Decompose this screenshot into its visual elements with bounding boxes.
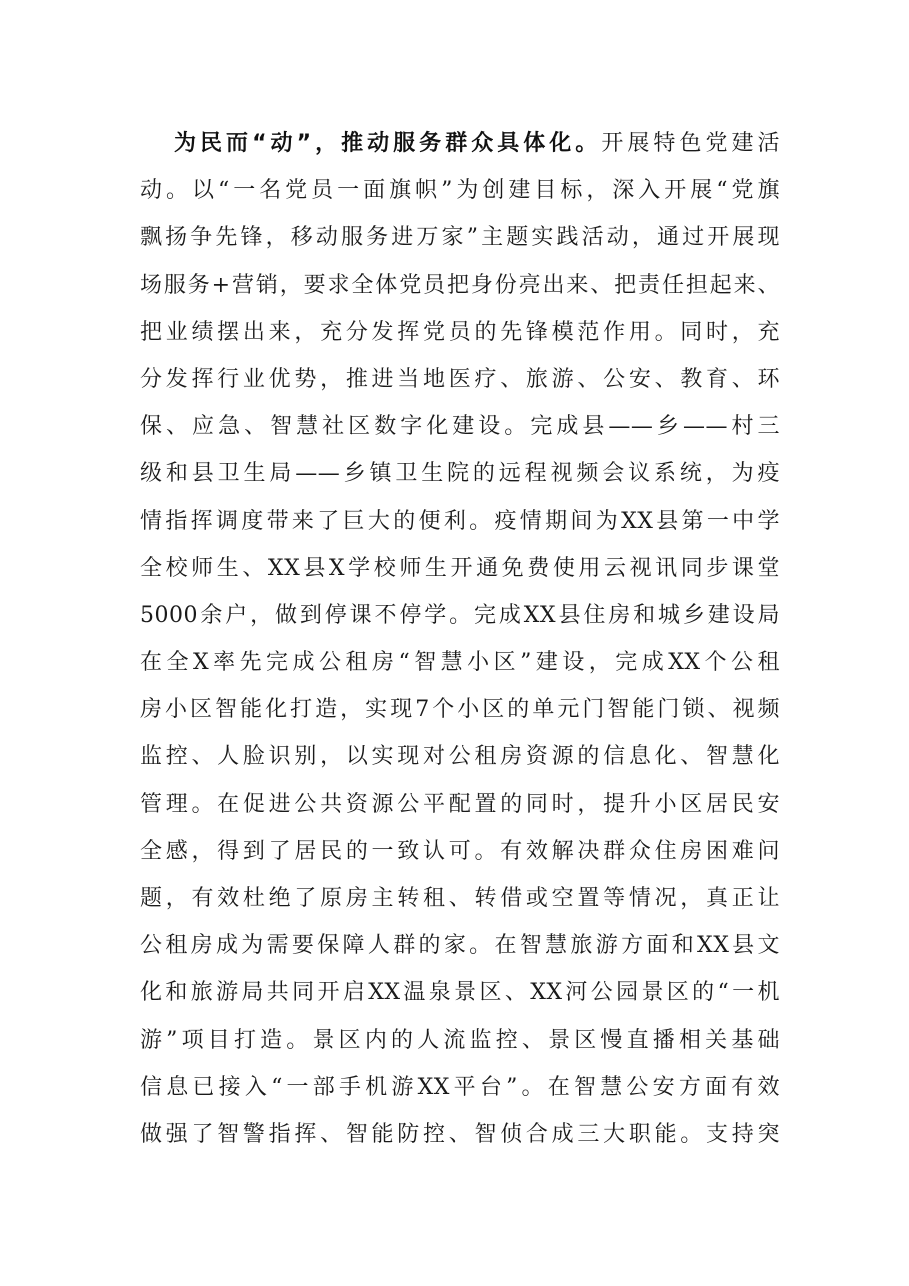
document-body: [140, 120, 780, 1158]
paragraph-line-9: 情指挥调度带来了巨大的便利。疫情期间为XX县第一中学: [140, 508, 780, 534]
paragraph-line-8: 级和县卫生局——乡镇卫生院的远程视频会议系统，为疫: [140, 461, 780, 487]
paragraph-line-3: 飘扬争先锋，移动服务进万家”主题实践活动，通过开展现: [140, 225, 780, 251]
paragraph-line-6: 分发挥行业优势，推进当地医疗、旅游、公安、教育、环: [140, 366, 780, 392]
paragraph-line-22: 做强了智警指挥、智能防控、智侦合成三大职能。支持突: [140, 1121, 780, 1147]
paragraph-line-18: 公租房成为需要保障人群的家。在智慧旅游方面和XX县文: [140, 933, 780, 959]
paragraph-line-2: 动。以“一名党员一面旗帜”为创建目标，深入开展“党旗: [140, 178, 780, 204]
paragraph-line-11: 5000余户，做到停课不停学。完成XX县住房和城乡建设局: [140, 602, 780, 628]
paragraph-line-5: 把业绩摆出来，充分发挥党员的先锋模范作用。同时，充: [140, 319, 780, 345]
paragraph-line-14: 监控、人脸识别，以实现对公租房资源的信息化、智慧化: [140, 744, 780, 770]
lead-heading: 为民而“动”，推动服务群众具体化。: [174, 131, 602, 156]
paragraph-line-15: 管理。在促进公共资源公平配置的同时，提升小区居民安: [140, 791, 780, 817]
line-text: 开展特色党建活: [601, 131, 780, 156]
paragraph-line-17: 题，有效杜绝了原房主转租、转借或空置等情况，真正让: [140, 886, 780, 911]
paragraph-line-20: 游”项目打造。景区内的人流监控、景区慢直播相关基础: [140, 1027, 780, 1053]
paragraph-line-12: 在全X率先完成公租房“智慧小区”建设，完成XX个公租: [140, 650, 780, 676]
paragraph-line-1: [140, 120, 780, 167]
paragraph-line-7: 保、应急、智慧社区数字化建设。完成县——乡——村三: [140, 414, 780, 440]
paragraph-line-10: 全校师生、XX县X学校师生开通免费使用云视讯同步课堂: [140, 555, 780, 581]
paragraph-line-21: 信息已接入“一部手机游XX平台”。在智慧公安方面有效: [140, 1074, 780, 1100]
paragraph-line-13: 房小区智能化打造，实现7个小区的单元门智能门锁、视频: [140, 697, 780, 723]
paragraph-line-16: 全感，得到了居民的一致认可。有效解决群众住房困难问: [140, 838, 780, 864]
paragraph-line-4: 场服务+营销，要求全体党员把身份亮出来、把责任担起来、: [140, 272, 780, 298]
paragraph-line-19: 化和旅游局共同开启XX温泉景区、XX河公园景区的“一机: [140, 980, 780, 1006]
